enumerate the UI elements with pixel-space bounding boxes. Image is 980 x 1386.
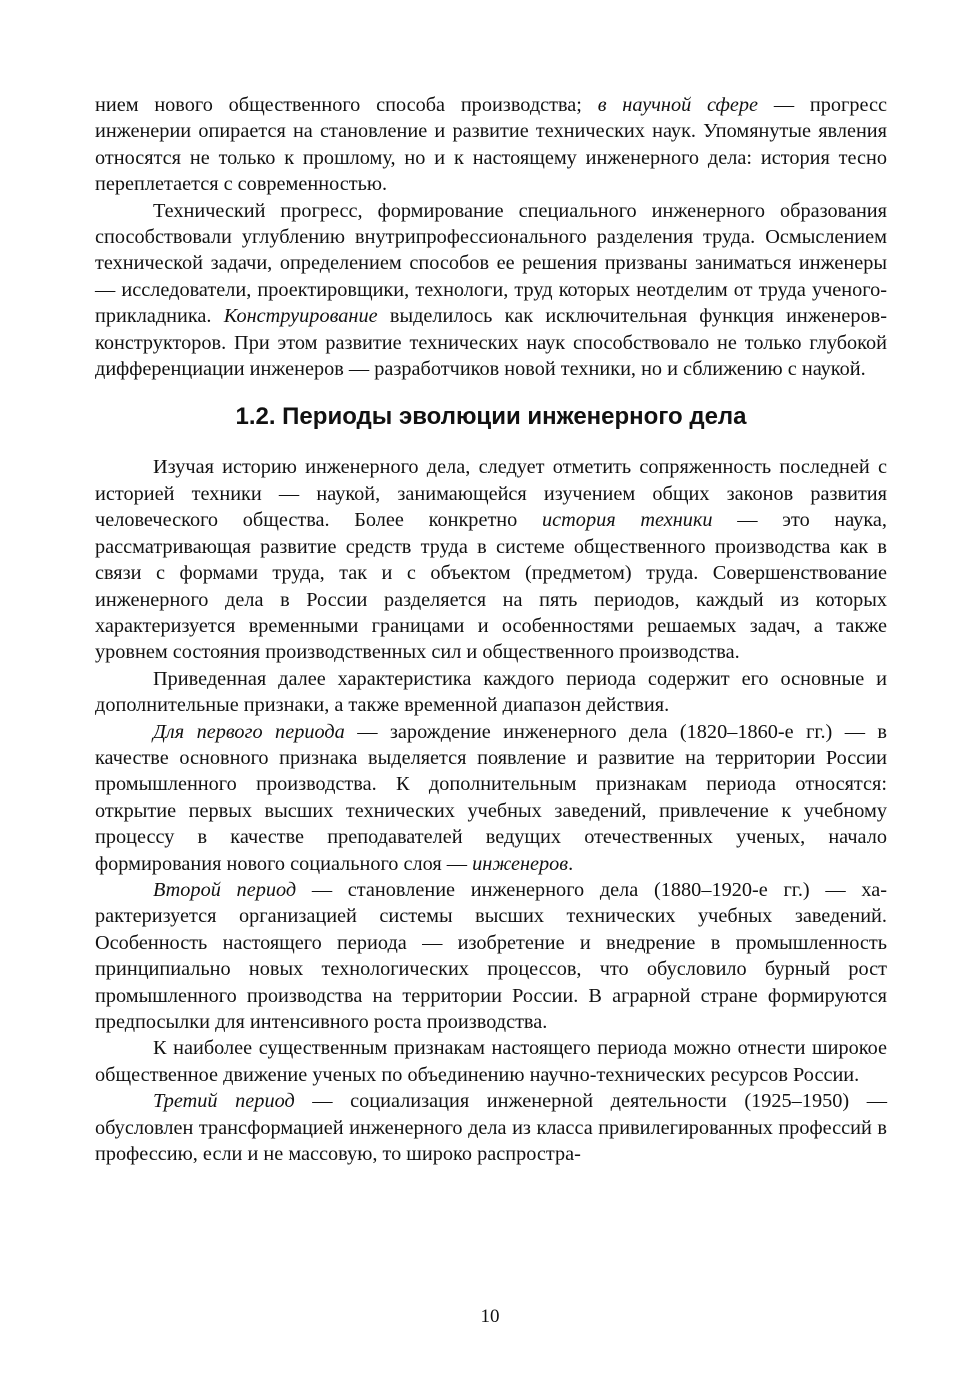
text-run: Изучая историю инженерного дела, следует отметить сопряженность последней с историей техники — наукой, занимающейся изучением общих законов развития человеческого общества. Более конкретно <box>95 456 887 532</box>
emphasis-term: в научной сфере <box>597 94 759 116</box>
emphasis-term: Конструирование <box>223 305 378 328</box>
paragraph-first-period <box>95 719 887 877</box>
emphasis-term: Для первого периода <box>153 720 345 743</box>
text-run: — становление инженерного дела (1880–1920-е гг.) — характеризуется организацией системы высших технических учебных заведений. Особенность настоящего периода — изобретение и внедрение в промышленность принципиально новых технологических процессов, что обусловило бурный рост промышленного производства на территории России. В аграрной стране формируются предпосылки для интенсивного роста производства. <box>95 878 887 1033</box>
paragraph-characteristics: Приведенная далее характеристика каждого периода содержит его основные и дополнительные признаки, а также временной диапазон действия. <box>95 667 887 717</box>
section-heading: 1.2. Периоды эволюции инженерного дела <box>235 403 747 431</box>
text-run: — зарождение инженерного дела (1820–1860-е гг.) — в качестве основного признака выделяется появление и развитие на территории России промышленного производства. К дополнительным признакам периода относятся: открытие первых высших технических учебных заведений, привлечение к учебному процессу в качестве преподавателей ведущих отечественных ученых, начало формирования нового социального слоя — <box>95 720 888 875</box>
paragraph-scientific-movement: К наиболее существенным признакам настоящего периода можно отнести широкое общественное движение ученых по объединению научно-технических ресурсов России. <box>95 1037 887 1086</box>
page-number: 10 <box>480 1306 500 1327</box>
text-run: . <box>568 852 574 875</box>
text-run: — социализация инженерной деятельности (1925–1950) — обусловлен трансформацией инженерного дела из класса привилегированных профессий в профессию, если и не массовую, то широко распростра- <box>95 1090 887 1166</box>
text-run: выделилось как исключительная функция инженеров-конструкторов. При этом развитие технических наук способствовало не только глубокой дифференциации инженеров — разработчиков новой техники, но и сближению с наукой. <box>95 305 888 381</box>
paragraph-history <box>95 454 887 665</box>
paragraph-technical-progress <box>95 198 887 383</box>
paragraph-continuation <box>95 92 887 198</box>
paragraph-second-period <box>95 877 887 1035</box>
emphasis-term: история техники <box>542 509 713 532</box>
emphasis-term: Второй период <box>153 878 297 901</box>
page-body <box>95 92 887 1167</box>
text-run: — это наука, рассматривающая развитие средств труда в системе общественного производства как в связи с формами труда, так и с объектом (предметом) труда. Совершенствование инженерного дела в России разделяется на пять периодов, каждый из которых характеризуется временными границами и особенностями решаемых задач, а также уровнем состояния производственных сил и общественного производства. <box>95 509 887 664</box>
paragraph-third-period <box>95 1088 887 1167</box>
text-run: нием нового общественного способа производства; <box>95 94 598 116</box>
text-run: Технический прогресс, формирование специального инженерного образования способствовали углублению внутрипрофессионального разделения труда. Осмыслением технической задачи, определением способов ее решения призваны заниматься инженеры — исследователи, проектировщики, технологи, труд которых неотделим от труда ученого-прикладника. <box>95 199 887 328</box>
text-run: — прогресс инженерии опирается на становление и развитие технических наук. Упомянутые явления относятся не только к прошлому, но и к настоящему инженерного дела: история тесно переплетается с современностью. <box>95 94 887 196</box>
emphasis-term: инженеров <box>472 852 569 875</box>
emphasis-term: Третий период <box>153 1090 295 1113</box>
